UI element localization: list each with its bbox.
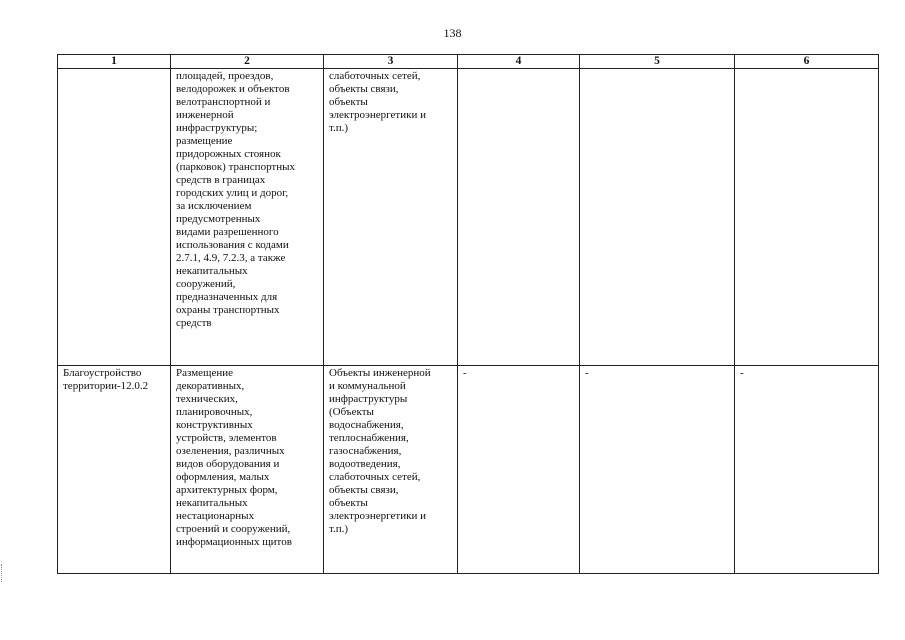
table-cell	[324, 69, 458, 366]
column-header: 2	[171, 55, 324, 69]
column-header: 4	[458, 55, 580, 69]
cell-text: площадей, проездов, велодорожек и объектов велотранспортной и инженерной инфраструктуры; размещение придорожных стоянок (парковок) транспортных средств в границах городских улиц и дорог, за исключением предусмотренных видами разрешенного использования с кодами 2.7.1, 4.9, 7.2.3, а также некапитальных сооружений, предназначенных для охраны транспортных средств	[176, 70, 296, 329]
page-number: 138	[443, 26, 462, 40]
cell-text: -	[463, 367, 467, 379]
column-header: 1	[58, 55, 171, 69]
column-header: 6	[735, 55, 879, 69]
table-cell	[580, 69, 735, 366]
table-cell	[735, 366, 879, 574]
table-cell	[58, 366, 171, 574]
table-cell	[58, 69, 171, 366]
cell-text: -	[740, 367, 744, 379]
column-header: 3	[324, 55, 458, 69]
table-header-row	[58, 55, 879, 69]
cell-text: Размещение декоративных, технических, планировочных, конструктивных устройств, элементов озеленения, различных видов оборудования и оформления, малых архитектурных форм, некапитальных нестационарных строений и сооружений, информационных щитов	[176, 367, 292, 548]
table-row	[58, 366, 879, 574]
table-cell	[324, 366, 458, 574]
cell-text: Объекты инженерной и коммунальной инфраструктуры (Объекты водоснабжения, теплоснабжения, газоснабжения, водоотведения, слаботочных сетей, объекты связи, объекты электроэнергетики и т.п.)	[329, 367, 431, 535]
table-cell	[458, 366, 580, 574]
cell-text: слаботочных сетей, объекты связи, объекты электроэнергетики и т.п.)	[329, 70, 426, 134]
scan-margin-mark	[1, 564, 6, 582]
table-cell	[171, 366, 324, 574]
table-row	[58, 69, 879, 366]
table-cell	[458, 69, 580, 366]
table-cell	[735, 69, 879, 366]
table-cell	[580, 366, 735, 574]
cell-text: -	[585, 367, 589, 379]
column-header: 5	[580, 55, 735, 69]
table-cell	[171, 69, 324, 366]
cell-text: Благоустройство территории-12.0.2	[63, 367, 149, 392]
land-use-table	[57, 54, 879, 574]
